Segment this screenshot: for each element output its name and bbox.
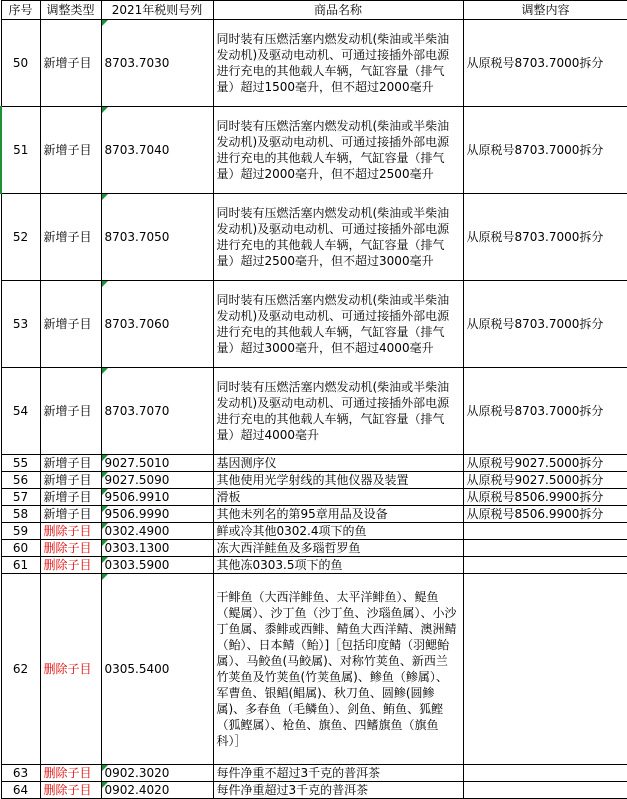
row-number-cell[interactable]: 52: [1, 194, 40, 281]
table-row: [1, 194, 627, 281]
tariff-code-cell[interactable]: 9506.9990: [101, 506, 213, 523]
adjustment-content-cell[interactable]: 从原税号8506.9900拆分: [463, 506, 627, 523]
product-name-cell[interactable]: 鲜或冷其他0302.4项下的鱼: [213, 523, 463, 540]
product-name-cell[interactable]: 其他未列名的第95章用品及设备: [213, 506, 463, 523]
table-row: [1, 540, 627, 557]
adjustment-content-cell[interactable]: [463, 540, 627, 557]
adjustment-type-cell[interactable]: 新增子目: [40, 281, 101, 368]
adjustment-content-cell[interactable]: 从原税号8703.7000拆分: [463, 368, 627, 455]
header-code[interactable]: 2021年税则号列: [101, 1, 213, 20]
product-name-cell[interactable]: 同时装有压燃活塞内燃发动机(柴油或半柴油发动机)及驱动电动机、可通过接插外部电源进行充电的其他载人车辆，气缸容量（排气量）超过2500毫升，但不超过3000毫升: [213, 194, 463, 281]
product-name-cell[interactable]: 每件净重不超过3千克的普洱茶: [213, 765, 463, 782]
adjustment-type-cell[interactable]: 删除子目: [40, 574, 101, 765]
adjustment-type-cell[interactable]: 删除子目: [40, 765, 101, 782]
header-name[interactable]: 商品名称: [213, 1, 463, 20]
row-number-cell[interactable]: 54: [1, 368, 40, 455]
row-number-cell[interactable]: 58: [1, 506, 40, 523]
product-name-cell[interactable]: 同时装有压燃活塞内燃发动机(柴油或半柴油发动机)及驱动电动机、可通过接插外部电源进行充电的其他载人车辆，气缸容量（排气量）超过2000毫升，但不超过2500毫升: [213, 107, 463, 194]
table-row: [1, 506, 627, 523]
adjustment-type-cell[interactable]: 新增子目: [40, 472, 101, 489]
adjustment-type-cell[interactable]: 新增子目: [40, 368, 101, 455]
adjustment-content-cell[interactable]: [463, 574, 627, 765]
table-row: [1, 20, 627, 107]
table-row: [1, 782, 627, 799]
adjustment-type-cell[interactable]: 新增子目: [40, 489, 101, 506]
product-name-cell[interactable]: 滑板: [213, 489, 463, 506]
product-name-cell[interactable]: 同时装有压燃活塞内燃发动机(柴油或半柴油发动机)及驱动电动机、可通过接插外部电源进行充电的其他载人车辆，气缸容量（排气量）超过4000毫升: [213, 368, 463, 455]
adjustment-type-cell[interactable]: 删除子目: [40, 540, 101, 557]
header-type[interactable]: 调整类型: [40, 1, 101, 20]
adjustment-type-cell[interactable]: 删除子目: [40, 557, 101, 574]
header-no[interactable]: 序号: [1, 1, 40, 20]
tariff-code-cell[interactable]: 0303.1300: [101, 540, 213, 557]
row-number-cell[interactable]: 59: [1, 523, 40, 540]
adjustment-type-cell[interactable]: 新增子目: [40, 506, 101, 523]
row-number-cell[interactable]: 51: [1, 107, 40, 194]
adjustment-content-cell[interactable]: 从原税号9027.5000拆分: [463, 455, 627, 472]
tariff-code-cell[interactable]: 0305.5400: [101, 574, 213, 765]
table-row: [1, 765, 627, 782]
tariff-code-cell[interactable]: 8703.7040: [101, 107, 213, 194]
row-number-cell[interactable]: 61: [1, 557, 40, 574]
tariff-code-cell[interactable]: 8703.7070: [101, 368, 213, 455]
table-row: [1, 472, 627, 489]
table-row: [1, 368, 627, 455]
adjustment-content-cell[interactable]: [463, 523, 627, 540]
table-row: [1, 489, 627, 506]
product-name-cell[interactable]: 干鲱鱼（大西洋鲱鱼、太平洋鲱鱼）、鳀鱼（鳀属）、沙丁鱼（沙丁鱼、沙瑙鱼属）、小沙丁鱼属、黍鲱或西鲱、鲭鱼大西洋鲭、澳洲鲭（鲐）、日本鲭（鲐）]［包括印度鲭（羽鳃鲐属）、马鲛鱼(马鲛属)、对称竹荚鱼、新西兰竹荚鱼及竹荚鱼(竹荚鱼属)、鲹鱼（鲹属）、军曹鱼、银鲳(鲳属)、秋刀鱼、圆鲹(圆鲹属)、多春鱼（毛鳞鱼）、剑鱼、鲔鱼、狐鲣（狐鲣属）、枪鱼、旗鱼、四鳍旗鱼（旗鱼科）］: [213, 574, 463, 765]
table-row: [1, 557, 627, 574]
product-name-cell[interactable]: 其他冻0303.5项下的鱼: [213, 557, 463, 574]
adjustment-content-cell[interactable]: [463, 765, 627, 782]
table-row: [1, 523, 627, 540]
tariff-code-cell[interactable]: 0303.5900: [101, 557, 213, 574]
row-number-cell[interactable]: 57: [1, 489, 40, 506]
table-row: [1, 574, 627, 765]
adjustment-type-cell[interactable]: 删除子目: [40, 523, 101, 540]
adjustment-content-cell[interactable]: 从原税号8703.7000拆分: [463, 194, 627, 281]
row-number-cell[interactable]: 62: [1, 574, 40, 765]
row-number-cell[interactable]: 63: [1, 765, 40, 782]
tariff-code-cell[interactable]: 9027.5090: [101, 472, 213, 489]
adjustment-content-cell[interactable]: [463, 557, 627, 574]
adjustment-content-cell[interactable]: 从原税号8703.7000拆分: [463, 107, 627, 194]
product-name-cell[interactable]: 其他使用光学射线的其他仪器及装置: [213, 472, 463, 489]
header-row: [1, 1, 627, 20]
adjustment-content-cell[interactable]: 从原税号9027.5000拆分: [463, 472, 627, 489]
table-row: [1, 107, 627, 194]
header-adjustment[interactable]: 调整内容: [463, 1, 627, 20]
adjustment-content-cell[interactable]: 从原税号8506.9900拆分: [463, 489, 627, 506]
row-number-cell[interactable]: 55: [1, 455, 40, 472]
product-name-cell[interactable]: 同时装有压燃活塞内燃发动机(柴油或半柴油发动机)及驱动电动机、可通过接插外部电源进行充电的其他载人车辆，气缸容量（排气量）超过3000毫升，但不超过4000毫升: [213, 281, 463, 368]
adjustment-type-cell[interactable]: 删除子目: [40, 782, 101, 799]
adjustment-content-cell[interactable]: 从原税号8703.7000拆分: [463, 20, 627, 107]
row-number-cell[interactable]: 53: [1, 281, 40, 368]
adjustment-type-cell[interactable]: 新增子目: [40, 107, 101, 194]
table-row: [1, 455, 627, 472]
adjustment-type-cell[interactable]: 新增子目: [40, 194, 101, 281]
tariff-code-cell[interactable]: 8703.7030: [101, 20, 213, 107]
tariff-code-cell[interactable]: 9027.5010: [101, 455, 213, 472]
product-name-cell[interactable]: 每件净重超过3千克的普洱茶: [213, 782, 463, 799]
tariff-code-cell[interactable]: 8703.7060: [101, 281, 213, 368]
tariff-code-cell[interactable]: 8703.7050: [101, 194, 213, 281]
product-name-cell[interactable]: 同时装有压燃活塞内燃发动机(柴油或半柴油发动机)及驱动电动机、可通过接插外部电源进行充电的其他载人车辆，气缸容量（排气量）超过1500毫升，但不超过2000毫升: [213, 20, 463, 107]
row-number-cell[interactable]: 60: [1, 540, 40, 557]
adjustment-content-cell[interactable]: [463, 782, 627, 799]
tariff-code-cell[interactable]: 0302.4900: [101, 523, 213, 540]
row-number-cell[interactable]: 64: [1, 782, 40, 799]
adjustment-content-cell[interactable]: 从原税号8703.7000拆分: [463, 281, 627, 368]
tariff-code-cell[interactable]: 0902.4020: [101, 782, 213, 799]
adjustment-type-cell[interactable]: 新增子目: [40, 20, 101, 107]
row-number-cell[interactable]: 56: [1, 472, 40, 489]
adjustment-type-cell[interactable]: 新增子目: [40, 455, 101, 472]
row-number-cell[interactable]: 50: [1, 20, 40, 107]
tariff-code-cell[interactable]: 0902.3020: [101, 765, 213, 782]
product-name-cell[interactable]: 基因测序仪: [213, 455, 463, 472]
table-row: [1, 281, 627, 368]
product-name-cell[interactable]: 冻大西洋鲑鱼及多瑙哲罗鱼: [213, 540, 463, 557]
tariff-code-cell[interactable]: 9506.9910: [101, 489, 213, 506]
